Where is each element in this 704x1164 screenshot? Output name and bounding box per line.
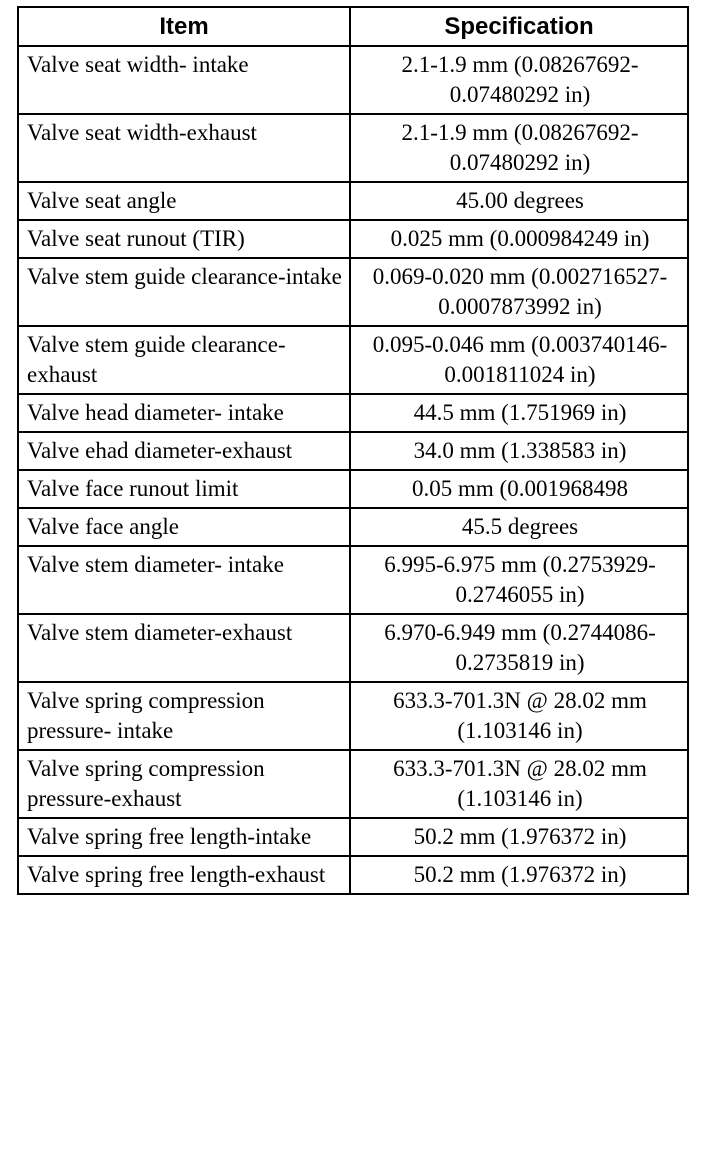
spec-cell: 50.2 mm (1.976372 in) — [350, 818, 688, 856]
spec-cell: 6.995-6.975 mm (0.2753929-0.2746055 in) — [350, 546, 688, 614]
table-row — [18, 114, 688, 182]
item-cell: Valve stem diameter-exhaust — [18, 614, 350, 682]
item-cell: Valve stem guide clearance-intake — [18, 258, 350, 326]
table-row — [18, 546, 688, 614]
spec-cell: 45.5 degrees — [350, 508, 688, 546]
spec-cell: 50.2 mm (1.976372 in) — [350, 856, 688, 894]
item-cell: Valve seat width-exhaust — [18, 114, 350, 182]
table-row — [18, 182, 688, 220]
table-row — [18, 326, 688, 394]
table-row — [18, 258, 688, 326]
item-cell: Valve ehad diameter-exhaust — [18, 432, 350, 470]
item-cell: Valve stem guide clearance-exhaust — [18, 326, 350, 394]
table-row — [18, 470, 688, 508]
table-row — [18, 432, 688, 470]
spec-cell: 0.069-0.020 mm (0.002716527-0.0007873992 in) — [350, 258, 688, 326]
item-cell: Valve seat angle — [18, 182, 350, 220]
spec-cell: 6.970-6.949 mm (0.2744086-0.2735819 in) — [350, 614, 688, 682]
item-cell: Valve spring free length-exhaust — [18, 856, 350, 894]
spec-table — [17, 6, 689, 895]
header-row — [18, 7, 688, 46]
spec-cell: 633.3-701.3N @ 28.02 mm (1.103146 in) — [350, 750, 688, 818]
item-cell: Valve face runout limit — [18, 470, 350, 508]
header-specification: Specification — [350, 7, 688, 46]
spec-cell: 0.025 mm (0.000984249 in) — [350, 220, 688, 258]
table-row — [18, 614, 688, 682]
table-row — [18, 508, 688, 546]
spec-cell: 0.05 mm (0.001968498 — [350, 470, 688, 508]
item-cell: Valve spring compression pressure-exhaust — [18, 750, 350, 818]
table-row — [18, 818, 688, 856]
table-row — [18, 46, 688, 114]
spec-cell: 2.1-1.9 mm (0.08267692-0.07480292 in) — [350, 114, 688, 182]
spec-cell: 45.00 degrees — [350, 182, 688, 220]
spec-cell: 0.095-0.046 mm (0.003740146-0.001811024 in) — [350, 326, 688, 394]
item-cell: Valve face angle — [18, 508, 350, 546]
header-item: Item — [18, 7, 350, 46]
item-cell: Valve stem diameter- intake — [18, 546, 350, 614]
spec-cell: 2.1-1.9 mm (0.08267692-0.07480292 in) — [350, 46, 688, 114]
table-row — [18, 856, 688, 894]
table-row — [18, 682, 688, 750]
item-cell: Valve spring free length-intake — [18, 818, 350, 856]
item-cell: Valve spring compression pressure- intake — [18, 682, 350, 750]
table-row — [18, 394, 688, 432]
spec-cell: 633.3-701.3N @ 28.02 mm (1.103146 in) — [350, 682, 688, 750]
item-cell: Valve seat runout (TIR) — [18, 220, 350, 258]
item-cell: Valve seat width- intake — [18, 46, 350, 114]
item-cell: Valve head diameter- intake — [18, 394, 350, 432]
spec-cell: 44.5 mm (1.751969 in) — [350, 394, 688, 432]
table-row — [18, 750, 688, 818]
spec-cell: 34.0 mm (1.338583 in) — [350, 432, 688, 470]
table-row — [18, 220, 688, 258]
